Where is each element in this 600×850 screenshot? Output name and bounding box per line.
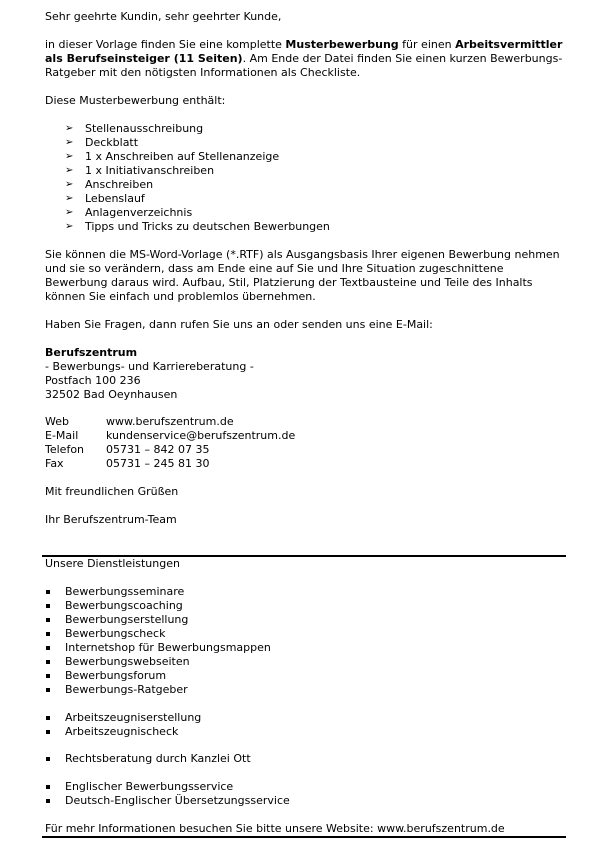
services-list-3 <box>45 752 251 766</box>
list-item: ➢ Tipps und Tricks zu deutschen Bewerbungen <box>65 220 330 233</box>
square-bullet-icon <box>46 799 50 803</box>
services-list-2 <box>45 711 201 739</box>
contents-list <box>45 122 330 234</box>
fax-value: 05731 – 245 81 30 <box>106 457 210 470</box>
contents-heading: Diese Musterbewerbung enthält: <box>45 94 226 107</box>
contact-row-fax: Fax 05731 – 245 81 30 <box>45 457 295 471</box>
list-item: Bewerbungscoaching <box>45 599 271 613</box>
arrow-bullet-icon: ➢ <box>65 193 74 204</box>
list-item: Internetshop für Bewerbungsmappen <box>45 641 271 655</box>
contact-row-web: Web www.berufszentrum.de <box>45 415 295 429</box>
contact-row-email: E-Mail kundenservice@berufszentrum.de <box>45 429 296 442</box>
intro-bold-2: Arbeitsvermittler als Berufseinsteiger (11 Seiten) <box>45 38 563 65</box>
list-item: Bewerbungsseminare <box>45 585 271 599</box>
intro-text-3: . Am Ende der Datei finden Sie einen kurzen Bewerbungs-Ratgeber mit den nötigsten Informationen als Checkliste. <box>45 52 563 79</box>
square-bullet-icon <box>46 674 50 678</box>
arrow-bullet-icon: ➢ <box>65 207 74 218</box>
list-item: ➢ 1 x Initiativanschreiben <box>65 164 215 177</box>
arrow-bullet-icon: ➢ <box>65 179 74 190</box>
square-bullet-icon <box>46 785 50 789</box>
template-usage-paragraph: Sie können die MS-Word-Vorlage (*.RTF) als Ausgangsbasis Ihrer eigenen Bewerbung nehmen und sie so verändern, dass am Ende eine auf Sie und Ihre Situation zugeschnittene Bewerbung daraus wird. Aufbau, Stil, Platzierung der Textbausteine und Teile des Inhalts können Sie einfach und problemlos übernehmen. <box>45 248 560 303</box>
phone-value: 05731 – 842 07 35 <box>106 443 210 456</box>
square-bullet-icon <box>46 757 50 761</box>
list-item: ➢ 1 x Anschreiben auf Stellenanzeige <box>65 150 280 163</box>
list-item: Bewerbungserstellung <box>45 613 271 627</box>
list-item: Bewerbungsforum <box>45 669 271 683</box>
address-city: 32502 Bad Oeynhausen <box>45 388 178 401</box>
company-name: Berufszentrum <box>45 346 138 359</box>
list-item: Bewerbungswebseiten <box>45 655 271 669</box>
greeting: Sehr geehrte Kundin, sehr geehrter Kunde, <box>45 10 282 23</box>
square-bullet-icon <box>46 716 50 720</box>
intro-text-2: für einen <box>398 38 456 51</box>
list-item: Bewerbungscheck <box>45 627 271 641</box>
list-item: Deutsch-Englischer Übersetzungsservice <box>45 794 290 808</box>
arrow-bullet-icon: ➢ <box>65 137 74 148</box>
questions-paragraph: Haben Sie Fragen, dann rufen Sie uns an oder senden uns eine E-Mail: <box>45 318 433 331</box>
arrow-bullet-icon: ➢ <box>65 151 74 162</box>
list-item: ➢ Anlagenverzeichnis <box>65 206 193 219</box>
contact-row-phone: Telefon 05731 – 842 07 35 <box>45 443 295 457</box>
footer-divider <box>42 836 566 838</box>
square-bullet-icon <box>46 730 50 734</box>
intro-paragraph <box>45 38 567 80</box>
services-list-4 <box>45 780 290 808</box>
square-bullet-icon <box>46 604 50 608</box>
signature-team: Ihr Berufszentrum-Team <box>45 513 177 526</box>
arrow-bullet-icon: ➢ <box>65 165 74 176</box>
list-item: Bewerbungs-Ratgeber <box>45 683 271 697</box>
contact-table <box>45 415 295 471</box>
services-list-1 <box>45 585 271 697</box>
square-bullet-icon <box>46 688 50 692</box>
list-item: Rechtsberatung durch Kanzlei Ott <box>45 752 251 766</box>
list-item: ➢ Stellenausschreibung <box>65 122 204 135</box>
address-block <box>45 346 254 402</box>
square-bullet-icon <box>46 618 50 622</box>
web-link[interactable]: www.berufszentrum.de <box>106 415 234 428</box>
square-bullet-icon <box>46 632 50 636</box>
list-item: Arbeitszeugniserstellung <box>45 711 201 725</box>
intro-bold-1: Musterbewerbung <box>285 38 399 51</box>
square-bullet-icon <box>46 646 50 650</box>
email-link[interactable]: kundenservice@berufszentrum.de <box>106 429 296 442</box>
services-heading: Unsere Dienstleistungen <box>45 557 180 570</box>
footer-text: Für mehr Informationen besuchen Sie bitte unsere Website: www.berufszentrum.de <box>45 822 505 835</box>
company-subtitle: - Bewerbungs- und Karriereberatung - <box>45 360 254 373</box>
square-bullet-icon <box>46 590 50 594</box>
address-street: Postfach 100 236 <box>45 374 141 387</box>
square-bullet-icon <box>46 660 50 664</box>
closing-regards: Mit freundlichen Grüßen <box>45 485 179 498</box>
list-item: Arbeitszeugnischeck <box>45 725 201 739</box>
list-item: ➢ Lebenslauf <box>65 192 145 205</box>
list-item: Englischer Bewerbungsservice <box>45 780 290 794</box>
intro-text-1: in dieser Vorlage finden Sie eine komplette <box>45 38 286 51</box>
list-item: ➢ Anschreiben <box>65 178 154 191</box>
list-item: ➢ Deckblatt <box>65 136 139 149</box>
arrow-bullet-icon: ➢ <box>65 221 74 232</box>
arrow-bullet-icon: ➢ <box>65 123 74 134</box>
